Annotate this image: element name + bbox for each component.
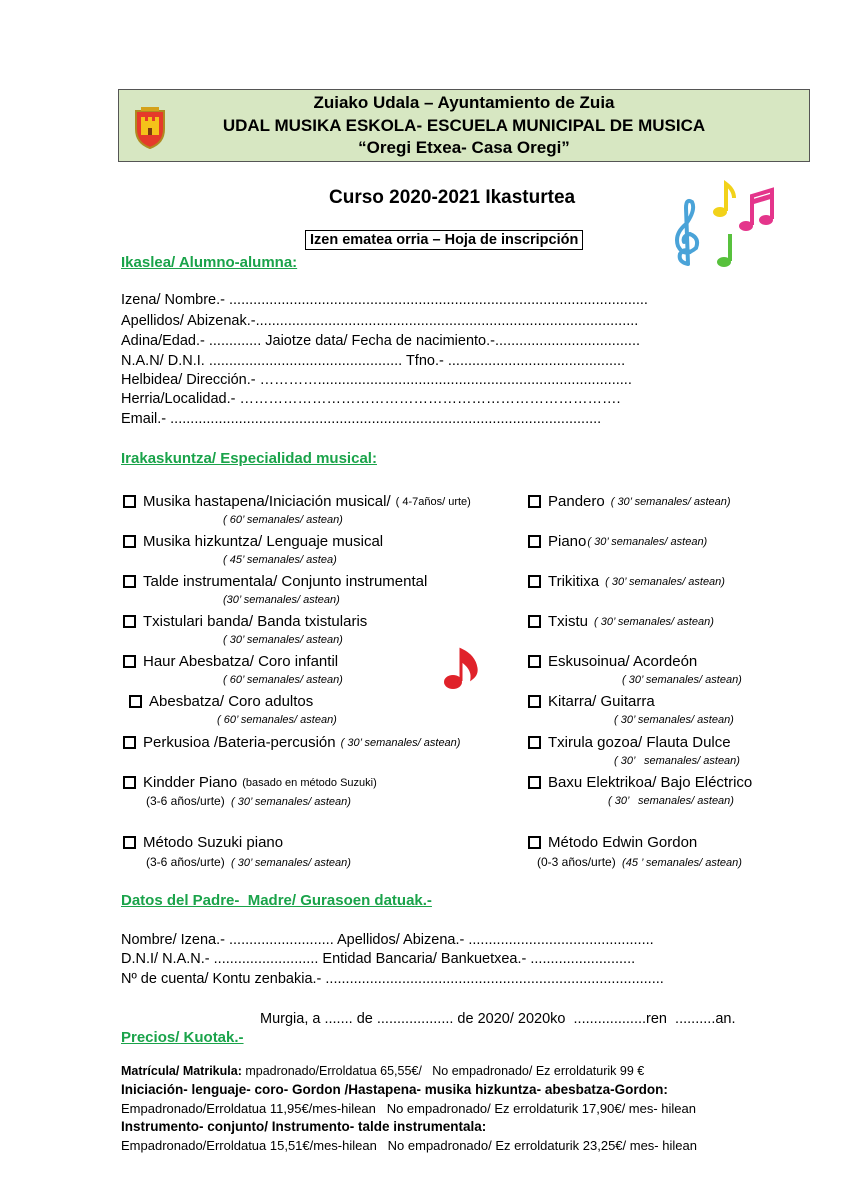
option-label: Txistulari banda/ Banda txistularis xyxy=(143,613,368,630)
option-piano[interactable] xyxy=(528,533,707,550)
parent-account-field[interactable]: Nº de cuenta/ Kontu zenbakia.- .................................................................................... xyxy=(121,971,664,987)
option-note: ( 30’ semanales/ astean) xyxy=(605,575,725,588)
parents-section-heading: Datos del Padre- Madre/ Gurasoen datuak.- xyxy=(121,892,432,909)
option-label: Talde instrumentala/ Conjunto instrumental xyxy=(143,573,428,590)
option-sub: (3-6 años/urte) xyxy=(146,794,225,808)
price-group2-text: Empadronado/Erroldatua 15,51€/mes-hilean No empadronado/ Ez erroldaturik 23,25€/ mes- hilean xyxy=(121,1138,697,1153)
option-note: ( 45’ semanales/ astea) xyxy=(223,554,337,566)
option-note: ( 30’ semanales/ astean) xyxy=(587,535,708,548)
checkbox[interactable] xyxy=(123,535,136,548)
checkbox[interactable] xyxy=(528,535,541,548)
header-line-1: Zuiako Udala – Ayuntamiento de Zuia xyxy=(313,93,615,112)
student-section-heading: Ikaslea/ Alumno-alumna: xyxy=(121,254,298,271)
option-age-range xyxy=(537,855,742,869)
option-label: Pandero xyxy=(548,493,605,510)
option-lenguaje[interactable] xyxy=(123,533,383,550)
student-town-field[interactable]: Herria/Localidad.- ……………………………………………………………………. xyxy=(121,391,621,407)
option-conjunto[interactable] xyxy=(123,573,427,590)
option-label: Kitarra/ Guitarra xyxy=(548,693,655,710)
option-note: ( 30’ semanales/ astean) xyxy=(594,615,714,628)
option-note: ( 60’ semanales/ astean) xyxy=(217,714,337,726)
option-trikitixa[interactable] xyxy=(528,573,725,590)
checkbox[interactable] xyxy=(129,695,142,708)
option-note: ( 30’ semanales/ astean) xyxy=(610,495,731,508)
option-note: ( 30’ semanales/ astean) xyxy=(614,714,734,726)
option-note: ( 30’ semanales/ astean) xyxy=(231,857,351,869)
specialty-section-heading: Irakaskuntza/ Especialidad musical: xyxy=(121,450,377,467)
option-label: Haur Abesbatza/ Coro infantil xyxy=(143,653,339,670)
option-note: ( 30’ semanales/ astean) xyxy=(622,674,742,686)
option-txistu[interactable] xyxy=(528,613,714,630)
student-age-field[interactable]: Adina/Edad.- ............. Jaiotze data/ Fecha de nacimiento.-.................................... xyxy=(121,333,641,349)
price-label: Matrícula/ Matrikula: xyxy=(121,1064,242,1078)
music-notes-icon xyxy=(668,178,780,270)
parent-dni-field[interactable]: D.N.I/ N.A.N.- .......................... Entidad Bancaria/ Bankuetxea.- .......................... xyxy=(121,951,636,967)
option-label: Trikitixa xyxy=(548,573,600,590)
option-percusion[interactable] xyxy=(123,734,460,751)
option-label: Perkusioa /Bateria-percusión xyxy=(143,734,336,751)
price-group1-label: Iniciación- lenguaje- coro- Gordon /Hastapena- musika hizkuntza- abesbatza-Gordon: xyxy=(121,1082,668,1097)
option-note: ( 30’ semanales/ astean) xyxy=(614,755,740,767)
checkbox[interactable] xyxy=(528,495,541,508)
checkbox[interactable] xyxy=(528,615,541,628)
option-label: Txistu xyxy=(548,613,589,630)
option-label: Eskusoinua/ Acordeón xyxy=(548,653,698,670)
checkbox[interactable] xyxy=(123,736,136,749)
price-group1-text: Empadronado/Erroldatua 11,95€/mes-hilean No empadronado/ Ez erroldaturik 17,90€/ mes- hilean xyxy=(121,1101,696,1116)
option-coro-adultos[interactable] xyxy=(129,693,313,710)
option-pandero[interactable] xyxy=(528,493,731,510)
header-line-2: UDAL MUSIKA ESKOLA- ESCUELA MUNICIPAL DE MUSICA xyxy=(222,116,706,135)
option-note: ( 60’ semanales/ astean) xyxy=(223,514,343,526)
student-email-field[interactable]: Email.- ........................................................................................................... xyxy=(121,411,602,427)
price-group2-label: Instrumento- conjunto/ Instrumento- talde instrumentala: xyxy=(121,1119,487,1134)
option-suzuki-piano[interactable] xyxy=(123,834,283,851)
option-acordeon[interactable] xyxy=(528,653,697,670)
checkbox[interactable] xyxy=(123,776,136,789)
option-note: ( 30’ semanales/ astean) xyxy=(608,795,734,807)
option-label: Musika hastapena/Iniciación musical/ xyxy=(143,493,391,510)
option-edwin-gordon[interactable] xyxy=(528,834,697,851)
option-txistulari[interactable] xyxy=(123,613,367,630)
page-title: Curso 2020-2021 Ikasturtea xyxy=(329,187,576,208)
option-flauta[interactable] xyxy=(528,734,731,751)
checkbox[interactable] xyxy=(123,655,136,668)
option-label: Kindder Piano xyxy=(143,774,238,791)
checkbox[interactable] xyxy=(528,736,541,749)
option-note: ( 30’ semanales/ astean) xyxy=(231,796,351,808)
option-note: ( 30’ semanales/ astean) xyxy=(340,736,461,749)
student-surname-field[interactable]: Apellidos/ Abizenak.-............................................................................................... xyxy=(121,313,639,329)
header-line-3: “Oregi Etxea- Casa Oregi” xyxy=(358,138,570,157)
option-label: Musika hizkuntza/ Lenguaje musical xyxy=(143,533,384,550)
checkbox[interactable] xyxy=(528,695,541,708)
option-bajo[interactable] xyxy=(528,774,752,791)
form-label: Izen ematea orria – Hoja de inscripción xyxy=(305,230,583,250)
option-label: Txirula gozoa/ Flauta Dulce xyxy=(548,734,731,751)
checkbox[interactable] xyxy=(528,655,541,668)
checkbox[interactable] xyxy=(528,776,541,789)
price-matricula xyxy=(121,1064,644,1078)
option-age-range xyxy=(146,794,351,808)
music-note-icon xyxy=(442,646,482,692)
checkbox[interactable] xyxy=(528,575,541,588)
option-kindder-piano[interactable] xyxy=(123,774,377,791)
option-sub: (0-3 años/urte) xyxy=(537,855,616,869)
student-address-field[interactable]: Helbidea/ Dirección.- ………….............................................................................. xyxy=(121,372,632,388)
checkbox[interactable] xyxy=(528,836,541,849)
option-guitarra[interactable] xyxy=(528,693,655,710)
option-extra: (basado en método Suzuki) xyxy=(242,776,377,789)
parent-name-field[interactable]: Nombre/ Izena.- .......................... Apellidos/ Abizena.- .............................................. xyxy=(121,932,654,948)
checkbox[interactable] xyxy=(123,615,136,628)
option-note: (30’ semanales/ astean) xyxy=(223,594,340,606)
student-name-field[interactable]: Izena/ Nombre.- ........................................................................................................ xyxy=(121,292,648,308)
option-label: Método Suzuki piano xyxy=(143,834,284,851)
option-note: (45 ’ semanales/ astean) xyxy=(622,857,742,869)
header-banner xyxy=(118,89,810,162)
option-iniciacion[interactable] xyxy=(123,493,471,510)
checkbox[interactable] xyxy=(123,575,136,588)
price-text: mpadronado/Erroldatua 65,55€/ No empadronado/ Ez erroldaturik 99 € xyxy=(241,1064,645,1078)
prices-section-heading: Precios/ Kuotak.- xyxy=(121,1029,244,1046)
option-label: Abesbatza/ Coro adultos xyxy=(149,693,314,710)
student-dni-field[interactable]: N.A.N/ D.N.I. ................................................ Tfno.- ............................................ xyxy=(121,353,626,369)
option-label: Método Edwin Gordon xyxy=(548,834,698,851)
option-sub: (3-6 años/urte) xyxy=(146,855,225,869)
option-extra: ( 4-7años/ urte) xyxy=(395,495,471,508)
option-note: ( 30’ semanales/ astean) xyxy=(223,634,343,646)
checkbox[interactable] xyxy=(123,495,136,508)
option-note: ( 60’ semanales/ astean) xyxy=(223,674,343,686)
date-line[interactable]: Murgia, a ....... de ................... de 2020/ 2020ko ..................ren ..........an. xyxy=(260,1011,736,1027)
option-label: Baxu Elektrikoa/ Bajo Eléctrico xyxy=(548,774,753,791)
option-coro-infantil[interactable] xyxy=(123,653,338,670)
checkbox[interactable] xyxy=(123,836,136,849)
option-age-range xyxy=(146,855,351,869)
option-label: Piano xyxy=(548,533,587,550)
